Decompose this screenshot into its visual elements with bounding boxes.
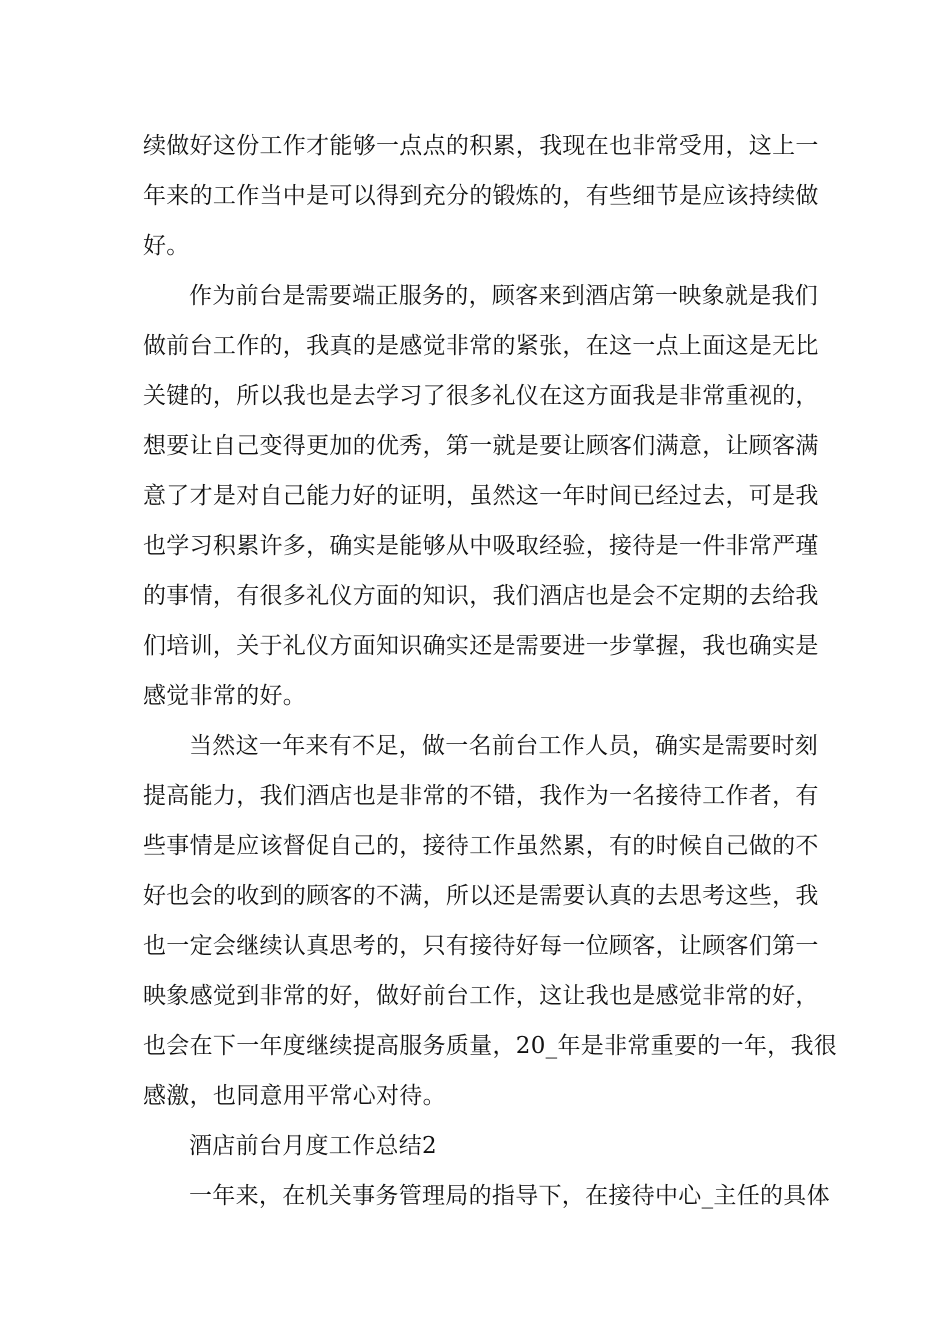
paragraph-line: 感觉非常的好。 (143, 683, 307, 709)
paragraph-line: 映象感觉到非常的好，做好前台工作，这让我也是感觉非常的好， (143, 983, 819, 1009)
paragraph-line: 续做好这份工作才能够一点点的积累，我现在也非常受用，这上一 (143, 133, 819, 159)
paragraph-line: 想要让自己变得更加的优秀，第一就是要让顾客们满意，让顾客满 (143, 433, 819, 459)
paragraph-line: 年来的工作当中是可以得到充分的锻炼的，有些细节是应该持续做 (143, 183, 819, 209)
paragraph-line: 好也会的收到的顾客的不满，所以还是需要认真的去思考这些，我 (143, 883, 819, 909)
paragraph-line: 当然这一年来有不足，做一名前台工作人员，确实是需要时刻 (189, 733, 819, 759)
paragraph-line: 一年来，在机关事务管理局的指导下，在接待中心_主任的具体 (189, 1183, 830, 1209)
paragraph-line: 感激，也同意用平常心对待。 (143, 1083, 446, 1109)
paragraph-line: 的事情，有很多礼仪方面的知识，我们酒店也是会不定期的去给我 (143, 583, 819, 609)
section-heading: 酒店前台月度工作总结2 (189, 1133, 437, 1159)
paragraph-line: 好。 (143, 233, 190, 259)
paragraph-line: 些事情是应该督促自己的，接待工作虽然累，有的时候自己做的不 (143, 833, 819, 859)
paragraph-line: 提高能力，我们酒店也是非常的不错，我作为一名接待工作者，有 (143, 783, 819, 809)
paragraph-line: 也会在下一年度继续提高服务质量，20_年是非常重要的一年，我很 (143, 1033, 838, 1059)
paragraph-line: 作为前台是需要端正服务的，顾客来到酒店第一映象就是我们 (189, 283, 819, 309)
paragraph-line: 做前台工作的，我真的是感觉非常的紧张，在这一点上面这是无比 (143, 333, 819, 359)
paragraph-line: 也一定会继续认真思考的，只有接待好每一位顾客，让顾客们第一 (143, 933, 819, 959)
paragraph-line: 们培训，关于礼仪方面知识确实还是需要进一步掌握，我也确实是 (143, 633, 819, 659)
paragraph-line: 意了才是对自己能力好的证明，虽然这一年时间已经过去，可是我 (143, 483, 819, 509)
paragraph-line: 关键的，所以我也是去学习了很多礼仪在这方面我是非常重视的， (143, 383, 819, 409)
paragraph-line: 也学习积累许多，确实是能够从中吸取经验，接待是一件非常严瑾 (143, 533, 819, 559)
